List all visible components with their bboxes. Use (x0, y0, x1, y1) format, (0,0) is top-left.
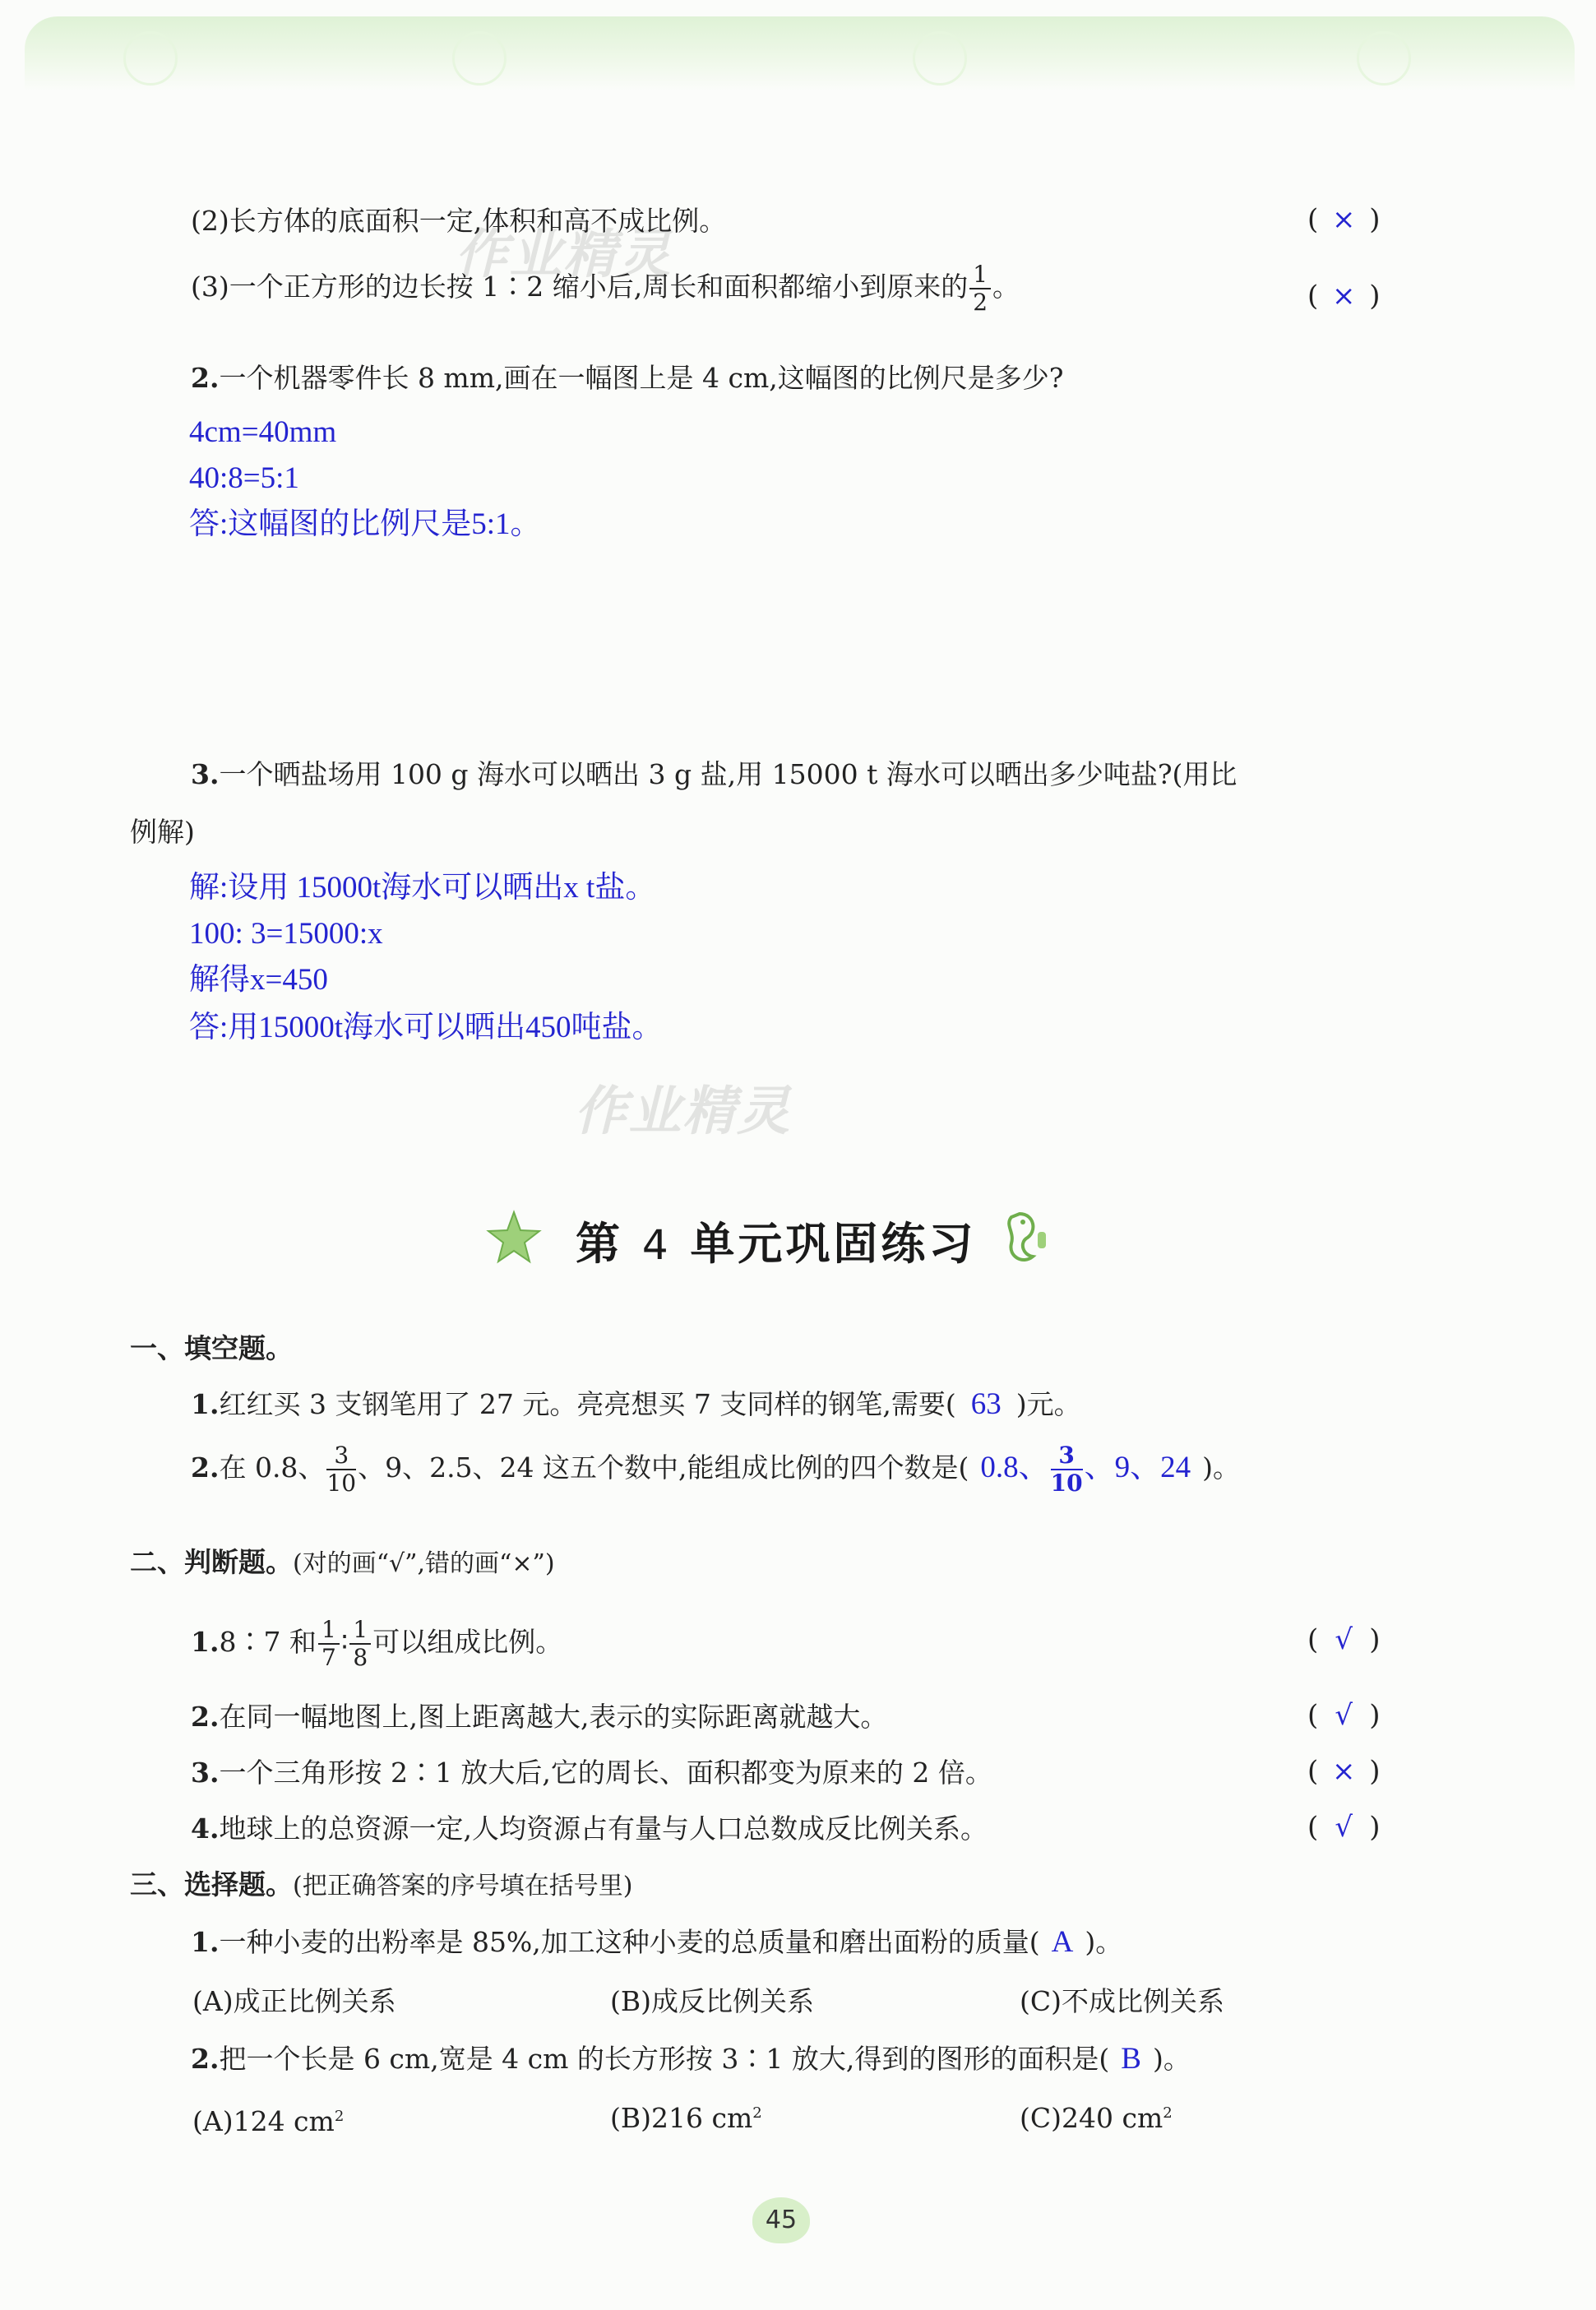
choice-1-option-c: (C)不成比例关系 (1020, 1985, 1224, 2017)
watermark: 作业精灵 (571, 1081, 803, 1142)
q1-sub-2-mark: ( × ) (1307, 203, 1381, 236)
page-number: 45 (752, 2197, 810, 2243)
q3-answer-line: 解:设用 15000t海水可以晒出x t盐。 (189, 871, 656, 905)
judge-mark-1: ( √ ) (1307, 1623, 1381, 1656)
judge-item-1: 1.8∶7 和 $\frac{1}{7}$ ∶ $\frac{1}{8}$ 可以组成比例。 (191, 1616, 563, 1671)
seahorse-icon (987, 1207, 1052, 1266)
q3-answer-line: 答:用15000t海水可以晒出450吨盐。 (189, 1011, 663, 1044)
fraction: $\frac{1}{2}$ (969, 263, 991, 314)
fill-heading: 一、填空题。 (130, 1332, 293, 1364)
judge-mark-4: ( √ ) (1307, 1811, 1381, 1844)
starfish-icon (485, 1209, 543, 1266)
judge-mark-2: ( √ ) (1307, 1699, 1381, 1732)
q3-answer-line: 100: 3=15000:x (189, 917, 383, 951)
judge-item-3: 3.一个三角形按 2∶1 放大后,它的周长、面积都变为原来的 2 倍。 (191, 1757, 992, 1789)
bubble-decoration (123, 31, 178, 86)
choice-2-option-c: (C)240 $cm^2$ (1020, 2102, 1173, 2134)
watermark: 作业精灵 (451, 225, 684, 285)
q2-answer-line: 4cm=40mm (189, 415, 337, 449)
fill-item-2: 2.在 0.8、 $\frac{3}{10}$ 、9、2.5、24 这五个数中,能组成比例的四个数是( 0.8、 $\frac{3}{10}$ 、9、24 )。 (191, 1442, 1240, 1497)
q2-question: 2.一个机器零件长 8 mm,画在一幅图上是 4 cm,这幅图的比例尺是多少? (191, 362, 1064, 394)
q1-sub-3-mark: ( × ) (1307, 280, 1381, 312)
choice-item-2: 2.把一个长是 6 cm,宽是 4 cm 的长方形按 3∶1 放大,得到的图形的面积是( B )。 (191, 2042, 1191, 2076)
choice-2-option-b: (B)216 $cm^2$ (610, 2102, 762, 2134)
top-decoration-band (25, 16, 1575, 90)
fraction: $\frac{1}{8}$ (349, 1618, 371, 1669)
fraction: $\frac{3}{10}$ (1050, 1442, 1083, 1497)
choice-1-option-b: (B)成反比例关系 (610, 1985, 814, 2017)
bubble-decoration (452, 31, 507, 86)
bubble-decoration (913, 31, 967, 86)
judge-heading: 二、判断题。(对的画“√”,错的画“×”) (130, 1546, 555, 1578)
q2-answer-line: 40:8=5:1 (189, 461, 299, 495)
section-title: 第 4 单元巩固练习 (576, 1218, 977, 1270)
fill-item-1: 1.红红买 3 支钢笔用了 27 元。亮亮想买 7 支同样的钢笔,需要( 63 )元。 (191, 1387, 1081, 1421)
judge-mark-3: ( × ) (1307, 1755, 1381, 1788)
q3-answer-line: 解得x=450 (189, 963, 328, 997)
q3-question-line2: 例解) (130, 816, 195, 848)
judge-item-2: 2.在同一幅地图上,图上距离越大,表示的实际距离就越大。 (191, 1701, 888, 1733)
fraction: $\frac{1}{7}$ (318, 1618, 340, 1669)
q3-question-line1: 3.一个晒盐场用 100 g 海水可以晒出 3 g 盐,用 15000 t 海水可以晒出多少吨盐?(用比 (191, 758, 1237, 790)
fraction: $\frac{3}{10}$ (326, 1442, 357, 1497)
q2-answer-line: 答:这幅图的比例尺是5:1。 (189, 507, 541, 541)
choice-heading: 三、选择题。(把正确答案的序号填在括号里) (130, 1868, 633, 1900)
q1-sub-2-text: (2)长方体的底面积一定,体积和高不成比例。 (191, 205, 727, 237)
judge-item-4: 4.地球上的总资源一定,人均资源占有量与人口总数成反比例关系。 (191, 1812, 988, 1845)
choice-1-option-a: (A)成正比例关系 (192, 1985, 396, 2017)
choice-item-1: 1.一种小麦的出粉率是 85%,加工这种小麦的总质量和磨出面粉的质量( A )。 (191, 1925, 1123, 1959)
q1-sub-3-text: (3)一个正方形的边长按 1∶2 缩小后,周长和面积都缩小到原来的 $\frac{1}{2}$ 。 (191, 261, 1020, 316)
choice-2-option-a: (A)124 $cm^2$ (192, 2105, 345, 2137)
bubble-decoration (1357, 31, 1411, 86)
